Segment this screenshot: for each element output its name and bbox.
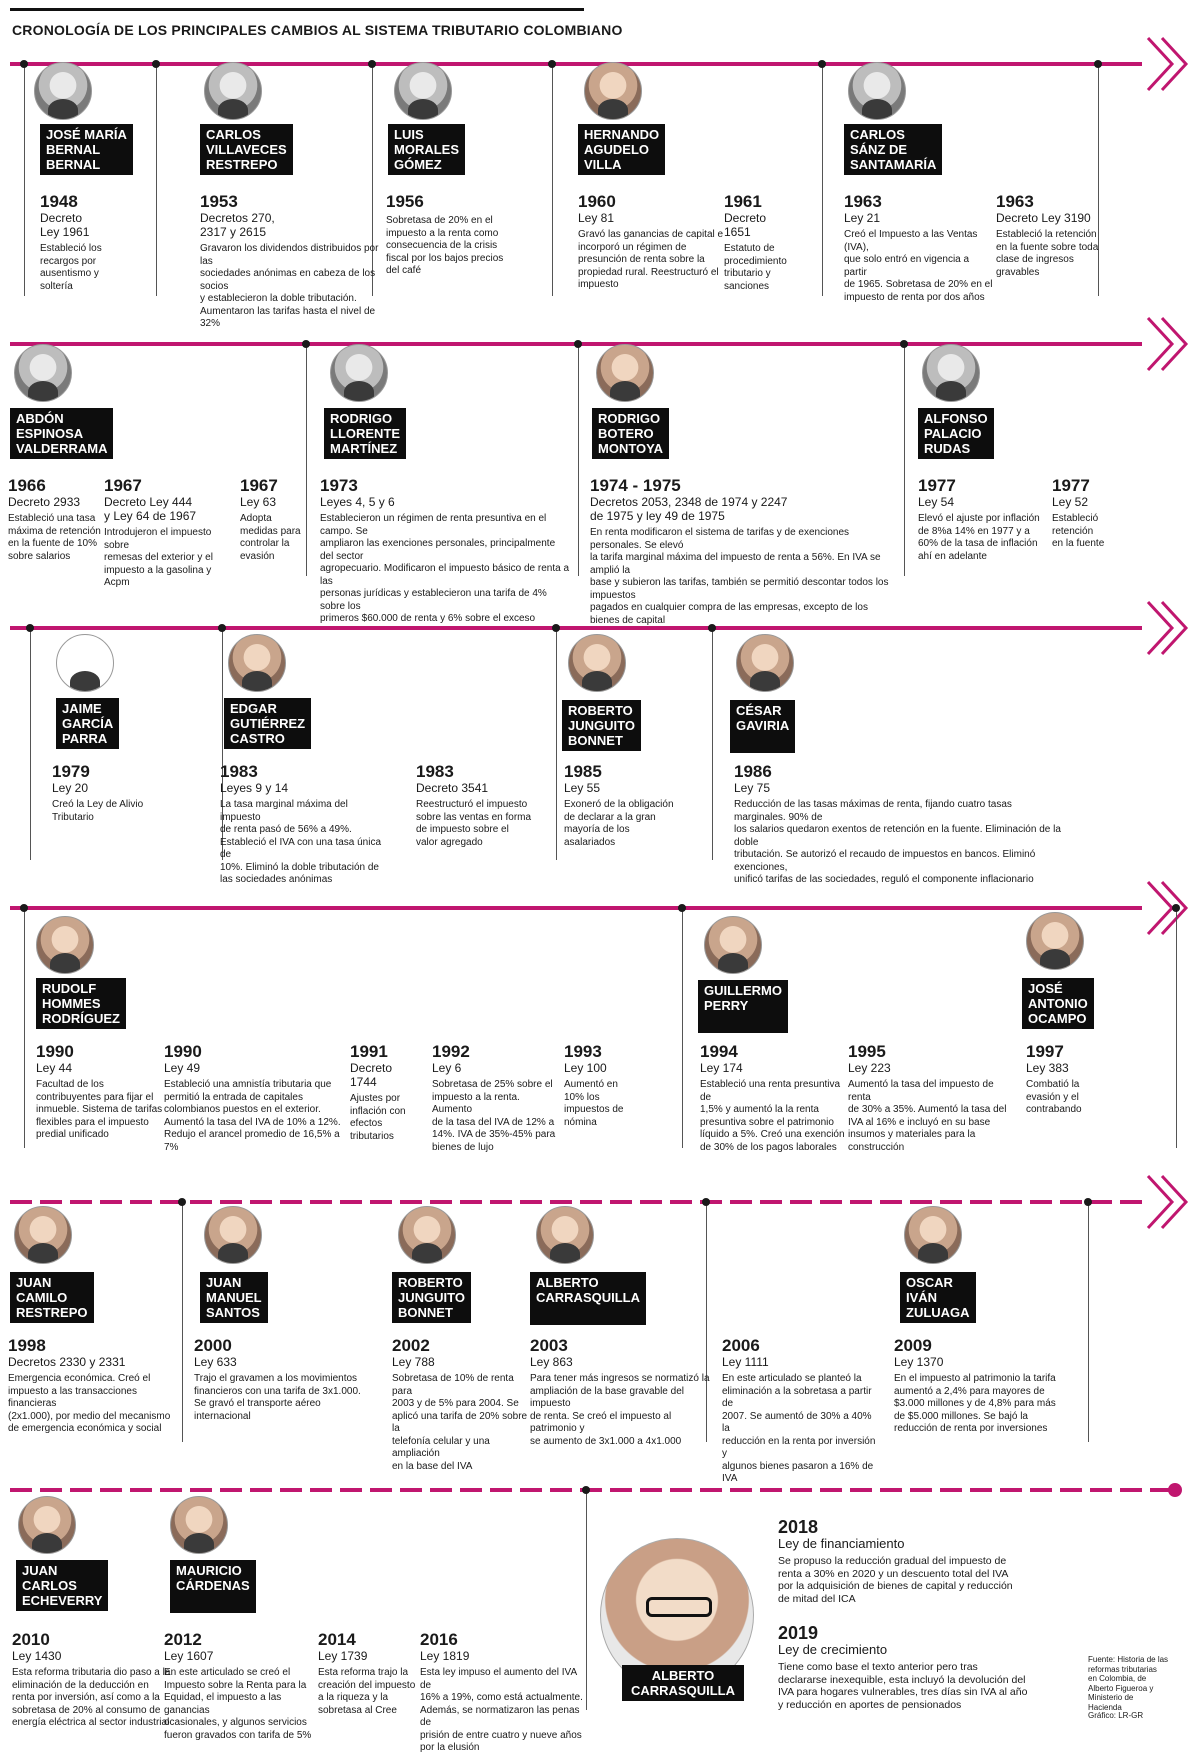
event-entry: [564, 1042, 664, 1129]
event-entry: [590, 476, 900, 627]
event-description: Emergencia económica. Creó el impuesto a las transacciones financieras (2x1.000), por medio del mecanismo de emergencia económica y social: [8, 1373, 171, 1434]
person-name-box: JOSÉ ANTONIO OCAMPO: [1022, 978, 1094, 1029]
event-year: 1960: [578, 192, 616, 211]
event-year: 1991: [350, 1042, 388, 1061]
event-entry: [8, 1336, 188, 1436]
event-description: Gravaron los dividendos distribuidos por las sociedades anónimas en cabeza de los socios y establecieron la doble tributación. Aumentaron las tarifas hasta el nivel de 32%: [200, 243, 379, 329]
event-year: 1967: [104, 476, 142, 495]
event-law: Ley 63: [240, 495, 277, 509]
event-law: Ley 6: [432, 1061, 462, 1075]
tick: [1088, 1202, 1089, 1442]
event-entry: [104, 476, 234, 590]
tick-dot: [1084, 1198, 1092, 1206]
event-entry: [194, 1336, 374, 1423]
event-law: Ley 863: [530, 1355, 573, 1369]
tick-dot: [702, 1198, 710, 1206]
event-entry: [320, 476, 570, 626]
tick: [552, 64, 553, 296]
event-entry: [918, 476, 1048, 563]
portrait-photo: [398, 1206, 456, 1264]
event-year: 2012: [164, 1630, 202, 1649]
event-description: En el impuesto al patrimonio la tarifa aumentó a 2,4% para mayores de $3.000 millones y de 4,8% para más de $5.000 millones. Se bajó la reducción de renta por inversiones: [894, 1373, 1056, 1434]
tick-dot: [20, 904, 28, 912]
event-law: Ley 1739: [318, 1649, 368, 1663]
tick: [24, 64, 25, 296]
event-description: Estableció la retención en la fuente sobre toda clase de ingresos gravables: [996, 229, 1099, 278]
event-entry: [420, 1630, 590, 1755]
event-law: Decreto Ley 444 y Ley 64 de 1967: [104, 495, 197, 523]
event-year: 1974 - 1975: [590, 476, 681, 495]
event-year: 1963: [844, 192, 882, 211]
tick-dot: [178, 1198, 186, 1206]
event-year: 2006: [722, 1336, 760, 1355]
event-entry: [40, 192, 160, 293]
event-year: 2003: [530, 1336, 568, 1355]
tick-dot: [26, 624, 34, 632]
event-entry: [724, 192, 824, 293]
event-law: Leyes 9 y 14: [220, 781, 289, 795]
event-entry: [8, 476, 103, 563]
event-description: Creó la Ley de Alivio Tributario: [52, 799, 144, 823]
person-name-box: MAURICIO CÁRDENAS: [170, 1560, 256, 1613]
event-entry: [350, 1042, 430, 1143]
event-year: 1973: [320, 476, 358, 495]
event-description: Creó el Impuesto a las Ventas (IVA), que solo entró en vigencia a partir de 1965. Sobretasa de 20% en el impuesto de renta por dos años: [844, 229, 993, 303]
top-rule: [10, 8, 584, 11]
event-year: 1998: [8, 1336, 46, 1355]
event-entry: [392, 1336, 532, 1473]
event-description: Estableció retención en la fuente: [1052, 513, 1105, 549]
person-name-box: CÉSAR GAVIRIA: [730, 700, 795, 753]
event-year: 1995: [848, 1042, 886, 1061]
event-description: Reestructuró el impuesto sobre las ventas en forma de impuesto sobre el valor agregado: [416, 799, 532, 848]
portrait-photo: [18, 1496, 76, 1554]
event-year: 1956: [386, 192, 424, 211]
event-law: Ley 100: [564, 1061, 607, 1075]
event-year: 1990: [164, 1042, 202, 1061]
person-name-box: ABDÓN ESPINOSA VALDERRAMA: [10, 408, 113, 459]
person-name-box: CARLOS VILLAVECES RESTREPO: [200, 124, 293, 175]
event-entry: [1026, 1042, 1136, 1117]
event-law: Ley 633: [194, 1355, 237, 1369]
event-year: 1977: [918, 476, 956, 495]
event-law: Ley 44: [36, 1061, 73, 1075]
event-entry: [996, 192, 1106, 279]
event-description: En renta modificaron el sistema de tarifas y de exenciones personales. Se elevó la tarifa marginal máxima del impuesto de renta a 56%. En IVA se amplió la base y subieron las tarifas, también se permitió descontar todos los impuestos pagados en cualquier compra de las empresas, excepto de los bienes de capital: [590, 527, 889, 626]
portrait-photo: [330, 344, 388, 402]
event-entry: [416, 762, 556, 849]
event-description: Adopta medidas para controlar la evasión: [240, 513, 301, 562]
timeline-line-6: [10, 1488, 1170, 1492]
tick: [904, 344, 905, 576]
person-name-box: ALBERTO CARRASQUILLA: [530, 1272, 646, 1325]
event-law: Ley 55: [564, 781, 601, 795]
event-year: 1961: [724, 192, 762, 211]
event-entry: [1052, 476, 1142, 551]
tick-dot: [574, 340, 582, 348]
event-description: Estatuto de procedimiento tributario y sanciones: [724, 243, 787, 292]
event-entry: [220, 762, 390, 887]
event-entry: [778, 1518, 1078, 1605]
event-entry: [240, 476, 310, 563]
event-description: Combatió la evasión y el contrabando: [1026, 1079, 1082, 1115]
event-year: 2000: [194, 1336, 232, 1355]
tick: [682, 908, 683, 1148]
event-law: Ley 383: [1026, 1061, 1069, 1075]
portrait-photo: [704, 916, 762, 974]
event-law: Ley 788: [392, 1355, 435, 1369]
portrait-placeholder: [56, 634, 114, 692]
tick-dot: [818, 60, 826, 68]
event-law: Ley 223: [848, 1061, 891, 1075]
event-description: La tasa marginal máxima del impuesto de renta pasó de 56% a 49%. Estableció el IVA con una tasa única de 10%. Eliminó la doble tributación de las sociedades anónimas: [220, 799, 382, 885]
event-year: 1977: [1052, 476, 1090, 495]
tick-dot: [1094, 60, 1102, 68]
event-entry: [318, 1630, 428, 1717]
event-year: 1992: [432, 1042, 470, 1061]
event-description: Ajustes por inflación con efectos tributarios: [350, 1093, 406, 1142]
person-name-box: JUAN CARLOS ECHEVERRY: [16, 1560, 108, 1611]
event-year: 2019: [778, 1623, 819, 1643]
event-year: 1985: [564, 762, 602, 781]
event-law: Ley 1430: [12, 1649, 62, 1663]
event-description: En este articulado se creó el Impuesto sobre la Renta para la Equidad, el impuesto a las ganancias ocasionales, y algunos servicios fueron gravados con tarifa de 5%: [164, 1667, 312, 1741]
portrait-photo: [568, 634, 626, 692]
portrait-photo: [584, 62, 642, 120]
event-year: 1993: [564, 1042, 602, 1061]
event-entry: [844, 192, 994, 304]
person-name-box: JUAN MANUEL SANTOS: [200, 1272, 268, 1323]
event-law: Ley 1607: [164, 1649, 214, 1663]
event-law: Decretos 270, 2317 y 2615: [200, 211, 275, 239]
event-law: Decretos 2053, 2348 de 1974 y 2247 de 1975 y ley 49 de 1975: [590, 495, 788, 523]
event-law: Ley 54: [918, 495, 955, 509]
person-name-box: RODRIGO LLORENTE MARTÍNEZ: [324, 408, 406, 459]
event-entry: [778, 1624, 1078, 1711]
tick-dot: [582, 1486, 590, 1494]
chevron-right-icon: [1142, 314, 1196, 374]
event-year: 1967: [240, 476, 278, 495]
person-name-box: JAIME GARCÍA PARRA: [56, 698, 119, 749]
person-name-box: ROBERTO JUNGUITO BONNET: [392, 1272, 471, 1323]
event-year: 2016: [420, 1630, 458, 1649]
event-entry: [578, 192, 728, 292]
event-description: Estableció una tasa máxima de retención en la fuente de 10% sobre salarios: [8, 513, 101, 562]
person-name-box: ALFONSO PALACIO RUDAS: [918, 408, 994, 459]
event-description: Elevó el ajuste por inflación de 8%a 14% en 1977 y a 60% de la tasa de inflación ahí en adelante: [918, 513, 1040, 562]
event-entry: [734, 762, 1064, 887]
glasses-shape: [646, 1597, 712, 1617]
event-law: Ley de crecimiento: [778, 1642, 888, 1657]
page-title: CRONOLOGÍA DE LOS PRINCIPALES CAMBIOS AL SISTEMA TRIBUTARIO COLOMBIANO: [12, 22, 623, 38]
event-year: 1994: [700, 1042, 738, 1061]
event-year: 1953: [200, 192, 238, 211]
portrait-photo: [922, 344, 980, 402]
portrait-photo: [204, 1206, 262, 1264]
portrait-photo: [848, 62, 906, 120]
portrait-photo: [596, 344, 654, 402]
event-description: Esta ley impuso el aumento del IVA de 16% a 19%, como está actualmente. Además, se normatizaron las penas de prisión de entre cuatro y nueve años por la elusión: [420, 1667, 583, 1753]
event-law: Ley 75: [734, 781, 771, 795]
event-description: Esta reforma tributaria dio paso a la eliminación de la deducción en renta por inversión, así como a la sobretasa de 20% al consumo de energía eléctrica al sector industrial: [12, 1667, 171, 1728]
event-law: Decreto Ley 3190: [996, 211, 1091, 225]
portrait-photo: [204, 62, 262, 120]
portrait-photo: [14, 344, 72, 402]
event-description: Trajo el gravamen a los movimientos financieros con una tarifa de 3x1.000. Se gravó el transporte aéreo internacional: [194, 1373, 361, 1422]
tick: [30, 628, 31, 860]
chevron-right-icon: [1142, 34, 1196, 94]
person-name-box: HERNANDO AGUDELO VILLA: [578, 124, 665, 175]
person-name-box: JOSÉ MARÍA BERNAL BERNAL: [40, 124, 133, 175]
event-year: 1963: [996, 192, 1034, 211]
event-description: Exoneró de la obligación de declarar a la gran mayoría de los asalariados: [564, 799, 674, 848]
event-entry: [564, 762, 704, 849]
timeline-line-3: [10, 626, 1142, 630]
event-year: 2018: [778, 1517, 819, 1537]
event-entry: [200, 192, 380, 331]
event-entry: [164, 1630, 314, 1742]
event-year: 2014: [318, 1630, 356, 1649]
event-description: Esta reforma trajo la creación del impuesto a la riqueza y la sobretasa al Cree: [318, 1667, 416, 1716]
tick-dot: [20, 60, 28, 68]
portrait-photo: [736, 634, 794, 692]
event-year: 1983: [416, 762, 454, 781]
event-law: Ley 1370: [894, 1355, 944, 1369]
tick-dot: [218, 624, 226, 632]
event-entry: [36, 1042, 166, 1142]
event-year: 2002: [392, 1336, 430, 1355]
event-law: Ley 174: [700, 1061, 743, 1075]
tick: [24, 908, 25, 1148]
portrait-photo: [394, 62, 452, 120]
event-description: Aumentó la tasa del impuesto de renta de 30% a 35%. Aumentó la tasa del IVA al 16% e incluyó en su base insumos y materiales para la construcción: [848, 1079, 1007, 1153]
event-law: Ley 1819: [420, 1649, 470, 1663]
tick-dot: [152, 60, 160, 68]
event-year: 1979: [52, 762, 90, 781]
event-description: Sobretasa de 20% en el impuesto a la renta como consecuencia de la crisis fiscal por los bajos precios del café: [386, 215, 504, 276]
event-law: Decretos 2330 y 2331: [8, 1355, 126, 1369]
event-law: Decreto 3541: [416, 781, 489, 795]
timeline-line-1: [10, 62, 1142, 66]
person-name-box: RUDOLF HOMMES RODRÍGUEZ: [36, 978, 126, 1029]
event-law: Ley 49: [164, 1061, 201, 1075]
event-entry: [52, 762, 202, 824]
event-description: Se propuso la reducción gradual del impuesto de renta a 30% en 2020 y un descuento total del IVA por la adquisición de bienes de capital y reducción de mitad del ICA: [778, 1555, 1013, 1605]
person-name-box: RODRIGO BOTERO MONTOYA: [592, 408, 669, 459]
tick-dot: [302, 340, 310, 348]
event-description: Gravó las ganancias de capital e incorporó un régimen de presunción de renta sobre la propiedad rural. Reestructuró el impuesto: [578, 229, 724, 290]
person-name-box: GUILLERMO PERRY: [698, 980, 788, 1033]
portrait-photo: [34, 62, 92, 120]
event-law: Leyes 4, 5 y 6: [320, 495, 395, 509]
event-entry: [700, 1042, 850, 1154]
tick: [578, 344, 579, 576]
event-description: Aumentó en 10% los impuestos de nómina: [564, 1079, 624, 1128]
person-name-box: JUAN CAMILO RESTREPO: [10, 1272, 94, 1323]
event-description: Tiene como base el texto anterior pero tras declararse inexequible, esta incluyó la devolución del IVA para hogares vulnerables, tres días sin IVA al año y reducción en aportes de pensionados: [778, 1661, 1028, 1711]
event-law: Decreto 1651: [724, 211, 767, 239]
person-name-box: OSCAR IVÁN ZULUAGA: [900, 1272, 976, 1323]
event-entry: [894, 1336, 1064, 1436]
event-year: 1997: [1026, 1042, 1064, 1061]
portrait-photo: [536, 1206, 594, 1264]
timeline-line-4: [10, 906, 1142, 910]
tick-dot: [1172, 904, 1180, 912]
portrait-photo: [170, 1496, 228, 1554]
event-law: Ley de financiamiento: [778, 1536, 905, 1551]
tick: [556, 628, 557, 860]
event-entry: [386, 192, 536, 278]
event-description: Estableció los recargos por ausentismo y soltería: [40, 243, 102, 292]
event-description: Establecieron un régimen de renta presuntiva en el campo. Se ampliaron las exenciones personales, principalmente del sector agropecuario. Modificaron el impuesto básico de renta a las personas jurídicas y establecieron una tarifa de 4% sobre los primeros $60.000 de renta y 6% sobre el exceso: [320, 513, 570, 624]
event-law: Decreto 2933: [8, 495, 81, 509]
event-description: Estableció una amnistía tributaria que permitió la entrada de capitales colombianos puestos en el exterior. Aumentó la tasa del IVA de 10% a 12%. Redujo el arancel promedio de 16,5% a 7%: [164, 1079, 341, 1153]
event-year: 1983: [220, 762, 258, 781]
event-entry: [164, 1042, 344, 1154]
event-description: Reducción de las tasas máximas de renta, fijando cuatro tasas marginales. 90% de los salarios quedaron exentos de retención en la fuente. Eliminación de la doble tributación. Se autorizó el recaudo de impuestos en bancos. Eliminó exenciones, unificó tarifas de las sociedades, reguló el componente inflacionario: [734, 799, 1061, 885]
tick: [1176, 908, 1177, 1148]
person-name-box: ALBERTO CARRASQUILLA: [622, 1665, 744, 1701]
portrait-photo: [14, 1206, 72, 1264]
event-entry: [722, 1336, 882, 1486]
graphic-credit: Gráfico: LR-GR: [1088, 1711, 1144, 1720]
person-name-box: CARLOS SÁNZ DE SANTAMARÍA: [844, 124, 942, 175]
event-law: Ley 81: [578, 211, 615, 225]
event-year: 1986: [734, 762, 772, 781]
portrait-photo: [36, 916, 94, 974]
event-year: 2010: [12, 1630, 50, 1649]
event-entry: [12, 1630, 172, 1730]
event-description: Sobretasa de 10% de renta para 2003 y de 5% para 2004. Se aplicó una tarifa de 20% sobre la telefonía celular y una ampliación en la base del IVA: [392, 1373, 528, 1472]
event-entry: [432, 1042, 562, 1154]
event-description: En este articulado se planteó la eliminación a la sobretasa a partir de 2007. Se aumentó de 30% a 40% la reducción en la renta por inversión y algunos bienes pasaron a 16% de IVA: [722, 1373, 876, 1484]
tick-dot: [548, 60, 556, 68]
event-law: Decreto 1744: [350, 1061, 393, 1089]
event-description: Sobretasa de 25% sobre el impuesto a la renta. Aumento de la tasa del IVA de 12% a 14%. IVA de 35%-45% para bienes de lujo: [432, 1079, 556, 1153]
chevron-right-icon: [1142, 1172, 1196, 1232]
event-law: Ley 1111: [722, 1355, 769, 1369]
person-name-box: LUIS MORALES GÓMEZ: [388, 124, 465, 175]
event-description: Facultad de los contribuyentes para fijar el inmueble. Sistema de tarifas flexibles para el impuesto predial unificado: [36, 1079, 163, 1140]
event-description: Para tener más ingresos se normatizó la ampliación de la base gravable del impuesto de renta. Se creó el impuesto al patrimonio y se aumento de 3x1.000 a 4x1.000: [530, 1373, 710, 1447]
chevron-right-icon: [1142, 878, 1196, 938]
tick-dot: [678, 904, 686, 912]
event-entry: [530, 1336, 710, 1448]
event-description: Estableció una renta presuntiva de 1,5% y aumentó la la renta presuntiva sobre el patrimonio líquido a 5%. Creó una exención de 30% de los pagos laborales: [700, 1079, 845, 1153]
person-name-box: EDGAR GUTIÉRREZ CASTRO: [224, 698, 311, 749]
event-year: 2009: [894, 1336, 932, 1355]
event-year: 1990: [36, 1042, 74, 1061]
portrait-photo: [228, 634, 286, 692]
event-law: Ley 52: [1052, 495, 1089, 509]
person-name-box: ROBERTO JUNGUITO BONNET: [562, 700, 641, 751]
event-description: Introdujeron el impuesto sobre remesas del exterior y el impuesto a la gasolina y Acpm: [104, 527, 213, 588]
tick-dot: [900, 340, 908, 348]
tick: [712, 628, 713, 860]
portrait-photo: [904, 1206, 962, 1264]
portrait-photo: [1026, 912, 1084, 970]
source-note: Fuente: Historia de las reformas tributarias en Colombia, de Alberto Figueroa y Ministerio de Hacienda: [1088, 1655, 1169, 1712]
event-entry: [848, 1042, 1018, 1154]
chevron-right-icon: [1142, 598, 1196, 658]
event-year: 1948: [40, 192, 78, 211]
tick-dot: [368, 60, 376, 68]
event-law: Decreto Ley 1961: [40, 211, 90, 239]
event-law: Ley 21: [844, 211, 881, 225]
event-law: Ley 20: [52, 781, 89, 795]
timeline-end-dot: [1168, 1483, 1182, 1497]
event-year: 1966: [8, 476, 46, 495]
